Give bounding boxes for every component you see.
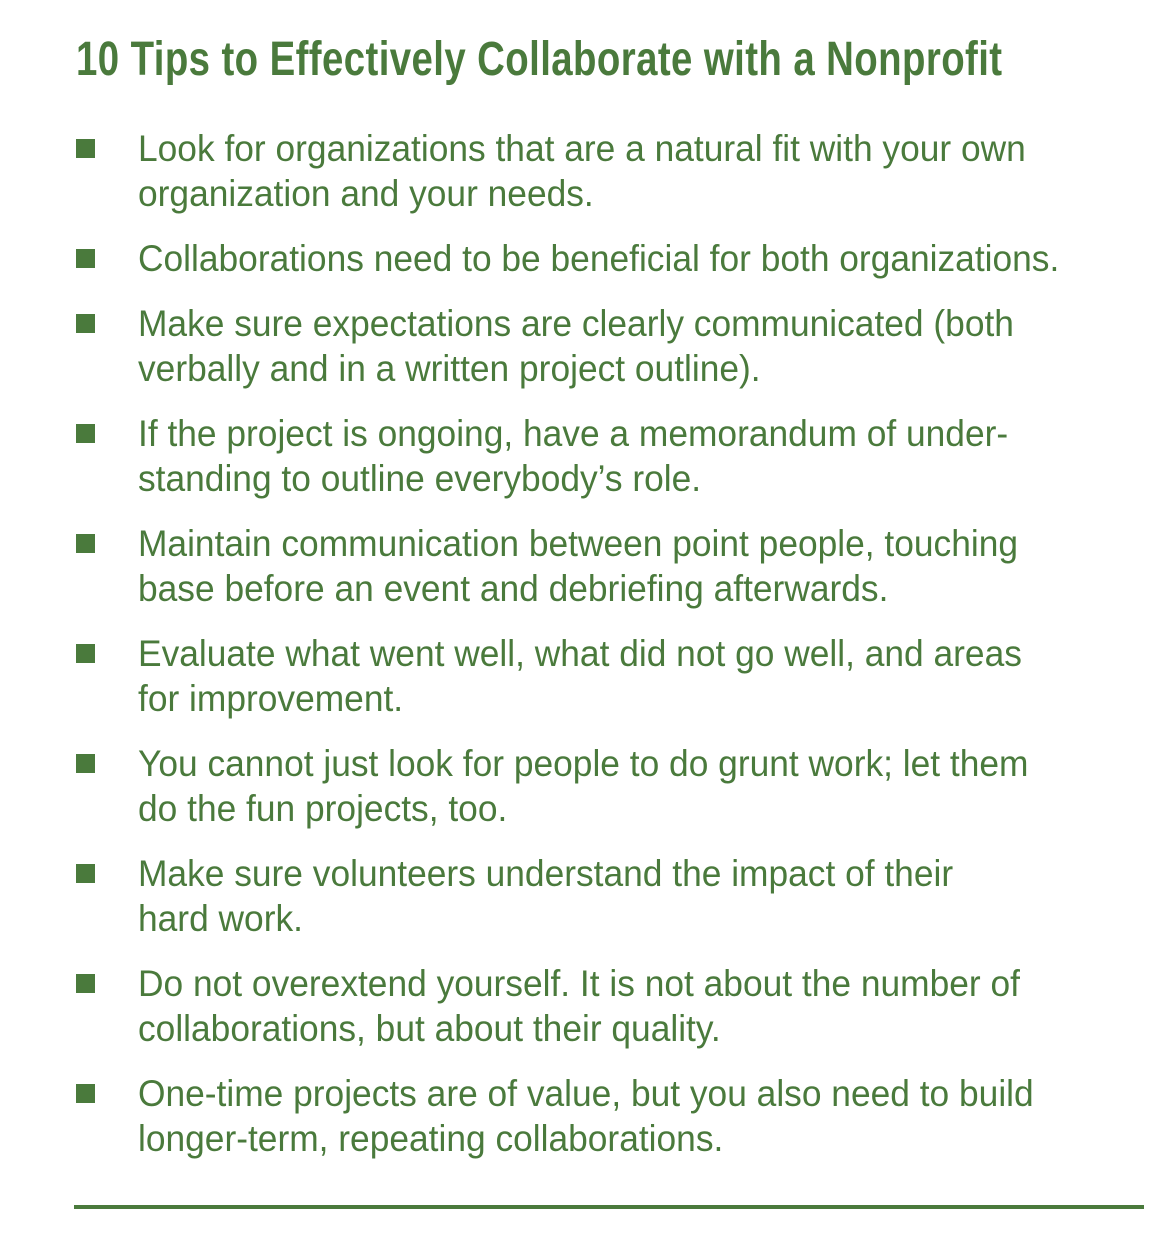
tip-line: for improvement. xyxy=(138,678,404,719)
tip-item xyxy=(76,741,1156,831)
tip-line: verbally and in a written project outline). xyxy=(138,348,761,389)
tip-text xyxy=(138,301,1131,391)
tip-line: Evaluate what went well, what did not go well, and areas xyxy=(138,633,1022,674)
tip-item xyxy=(76,411,1156,501)
tip-line: If the project is ongoing, have a memorandum of under- xyxy=(138,413,1009,454)
tip-item xyxy=(76,301,1156,391)
tip-line: Collaborations need to be beneficial for both organizations. xyxy=(138,238,1060,279)
tip-item xyxy=(76,236,1156,281)
tip-line: do the fun projects, too. xyxy=(138,788,508,829)
tip-text xyxy=(138,411,1131,501)
tip-line: You cannot just look for people to do grunt work; let them xyxy=(138,743,1029,784)
tip-line: Do not overextend yourself. It is not about the number of xyxy=(138,963,1020,1004)
square-bullet-icon xyxy=(76,1084,95,1103)
tip-line: One-time projects are of value, but you also need to build xyxy=(138,1073,1034,1114)
square-bullet-icon xyxy=(76,314,95,333)
tip-line: collaborations, but about their quality. xyxy=(138,1008,721,1049)
tip-line: longer-term, repeating collaborations. xyxy=(138,1118,724,1159)
tip-line: Maintain communication between point people, touching xyxy=(138,523,1019,564)
square-bullet-icon xyxy=(76,534,95,553)
tip-item xyxy=(76,961,1156,1051)
square-bullet-icon xyxy=(76,424,95,443)
tip-text xyxy=(138,631,1131,721)
tip-line: organization and your needs. xyxy=(138,173,594,214)
tip-item xyxy=(76,631,1156,721)
tip-line: hard work. xyxy=(138,898,303,939)
tip-text xyxy=(138,236,1131,281)
square-bullet-icon xyxy=(76,974,95,993)
tip-line: standing to outline everybody’s role. xyxy=(138,458,702,499)
square-bullet-icon xyxy=(76,644,95,663)
tip-line: base before an event and debriefing afterwards. xyxy=(138,568,889,609)
tip-text xyxy=(138,126,1131,216)
square-bullet-icon xyxy=(76,249,95,268)
tip-line: Make sure volunteers understand the impact of their xyxy=(138,853,954,894)
tip-text xyxy=(138,851,1131,941)
square-bullet-icon xyxy=(76,139,95,158)
bottom-divider xyxy=(74,1205,1144,1209)
tip-line: Make sure expectations are clearly communicated (both xyxy=(138,303,1014,344)
tip-item xyxy=(76,1071,1156,1161)
page-title: 10 Tips to Effectively Collaborate with a Nonprofit xyxy=(76,33,1003,86)
square-bullet-icon xyxy=(76,754,95,773)
tip-item xyxy=(76,126,1156,216)
tip-text xyxy=(138,961,1131,1051)
tip-text xyxy=(138,1071,1131,1161)
tip-text xyxy=(138,741,1131,831)
tip-line: Look for organizations that are a natural fit with your own xyxy=(138,128,1026,169)
tips-list xyxy=(76,126,1156,1181)
tip-text xyxy=(138,521,1131,611)
square-bullet-icon xyxy=(76,864,95,883)
tip-item xyxy=(76,851,1156,941)
tip-item xyxy=(76,521,1156,611)
